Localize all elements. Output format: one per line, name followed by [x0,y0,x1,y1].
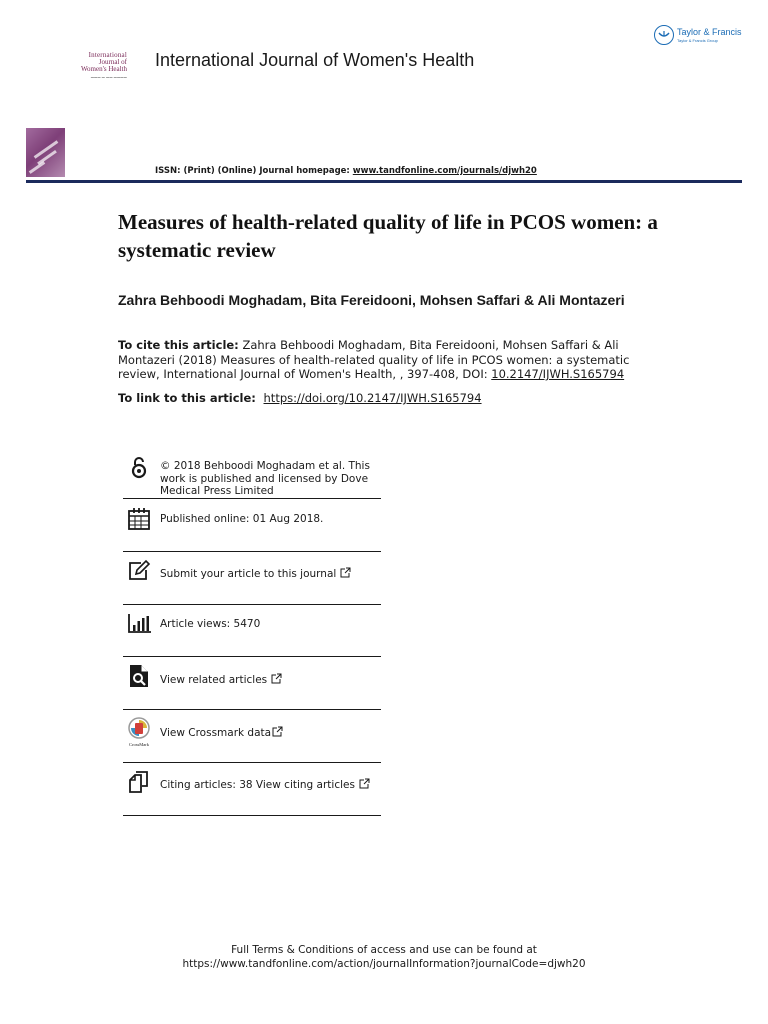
article-link-line [118,391,482,405]
submit-article-row[interactable] [123,558,381,594]
doi-link[interactable]: 10.2147/IJWH.S165794 [491,367,625,381]
edit-icon [127,559,151,583]
crossmark-logo [127,717,151,747]
published-date: Published online: 01 Aug 2018. [160,513,324,525]
crossmark-row[interactable] [123,715,381,755]
header-divider [26,180,742,183]
journal-logo-line: International [88,51,127,59]
article-authors: Zahra Behboodi Moghadam, Bita Fereidooni, Mohsen Saffari & Ali Montazeri [118,292,625,308]
crossmark-logo-text: CrossMark [129,742,149,747]
divider [123,709,381,710]
journal-logo-fineprint: ▬▬▬ ▬ ▬▬ ▬▬▬▬ [90,75,127,79]
divider [123,498,381,499]
crossmark-icon [127,717,151,739]
citing-articles-icon [127,770,151,794]
journal-homepage-link[interactable]: www.tandfonline.com/journals/djwh20 [352,166,537,176]
divider [123,815,381,816]
terms-line: Full Terms & Conditions of access and use can be found at [231,944,537,956]
article-title: Measures of health-related quality of life in PCOS women: a systematic review [118,210,658,262]
bar-chart-icon [127,611,151,635]
citation [118,338,638,382]
external-link-icon [359,778,370,789]
journal-title: International Journal of Women's Health [155,50,475,70]
license-row [123,456,381,498]
divider [123,656,381,657]
document-search-icon [127,664,151,688]
journal-logo [55,52,127,79]
taylor-francis-icon [654,25,674,45]
journal-cover-image[interactable] [26,128,65,177]
journal-logo-line: Women's Health [81,65,127,73]
published-row [123,505,381,541]
license-text: © 2018 Behboodi Moghadam et al. This work is published and licensed by Dove Medical Press Limited [160,460,370,497]
open-access-icon [127,456,151,480]
related-articles-link[interactable]: View related articles [160,674,268,686]
terms-url[interactable]: https://www.tandfonline.com/action/journalInformation?journalCode=djwh20 [182,958,586,970]
article-url-link[interactable]: https://doi.org/10.2147/IJWH.S165794 [263,391,482,405]
external-link-icon [340,567,351,578]
publisher-name: Taylor & Francis [677,26,742,37]
article-views: Article views: 5470 [160,618,261,630]
terms-footer [0,943,768,971]
related-articles-row[interactable] [123,662,381,700]
divider [123,604,381,605]
publisher-group: Taylor & Francis Group [677,37,718,43]
divider [123,551,381,552]
journal-logo-line: Journal of [98,58,127,66]
external-link-icon [272,726,283,737]
calendar-icon [127,507,151,531]
issn-line [155,166,537,176]
citing-articles-link[interactable]: Citing articles: 38 View citing articles [160,779,355,791]
divider [123,762,381,763]
external-link-icon [271,673,282,684]
cite-text: Zahra Behboodi Moghadam, Bita Fereidooni, Mohsen Saffari & Ali Montazeri (2018) Measures of health-related quality of life in PCOS women: a systematic review, International Journal of Women's Health, , 397-408, DOI: [118,338,630,381]
issn-text: ISSN: (Print) (Online) Journal homepage: [155,166,353,176]
crossmark-link[interactable]: View Crossmark data [160,727,272,739]
cite-label: To cite this article: [118,338,239,352]
article-views-row [123,610,381,646]
submit-article-link[interactable]: Submit your article to this journal [160,568,337,580]
publisher-logo[interactable] [654,22,754,48]
link-label: To link to this article: [118,391,256,405]
citing-articles-row[interactable] [123,768,381,806]
